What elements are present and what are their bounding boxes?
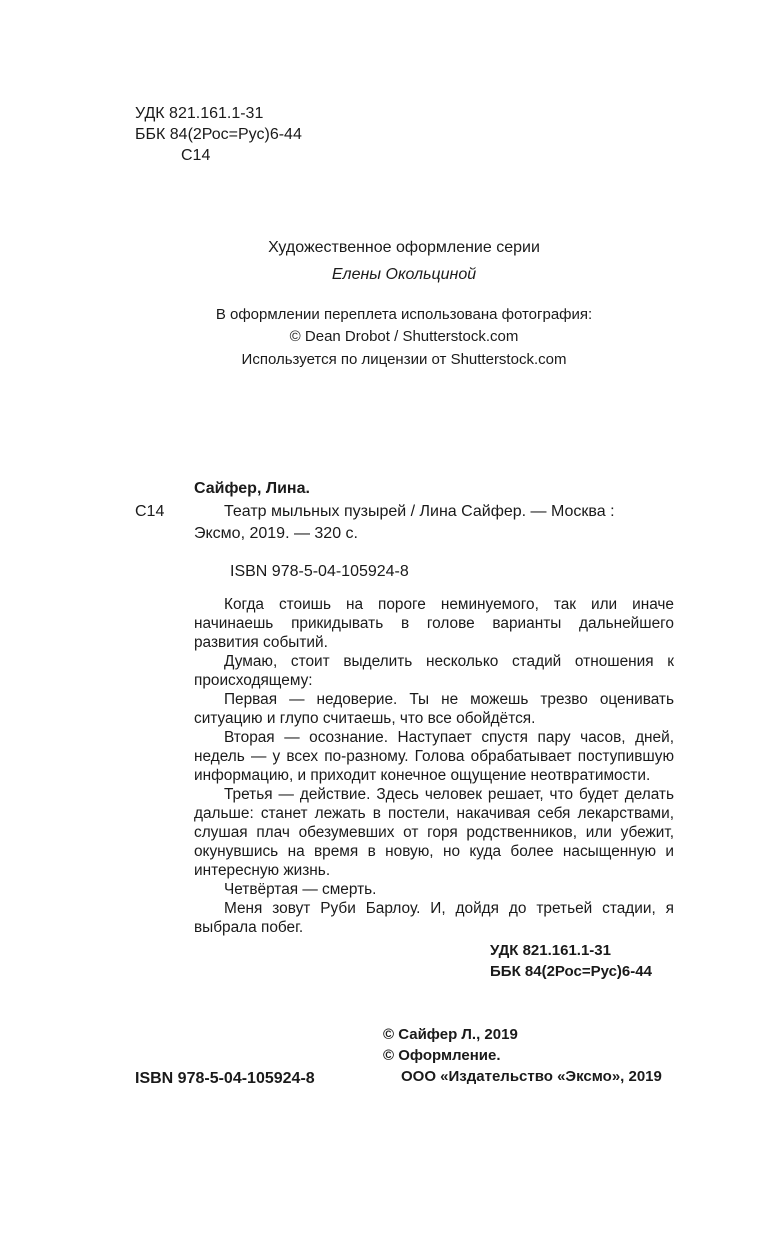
copyright-author: © Сайфер Л., 2019 — [383, 1026, 518, 1043]
catalog-title-line1: Театр мыльных пузырей / Лина Сайфер. — Москва : — [224, 503, 615, 520]
copyright-design: © Оформление. — [383, 1047, 501, 1064]
photo-credit-line3: Используется по лицензии от Shutterstock.com — [241, 351, 567, 368]
bottom-bbk-code: ББК 84(2Рос=Рус)6-44 — [490, 963, 652, 980]
catalog-author: Сайфер, Лина. — [194, 480, 310, 497]
udk-code: УДК 821.161.1-31 — [135, 105, 264, 122]
catalog-title-line2: Эксмо, 2019. — 320 с. — [194, 525, 358, 542]
annotation-paragraph: Думаю, стоит выделить несколько стадий отношения к происходящему: — [194, 653, 674, 689]
author-mark: С14 — [181, 147, 211, 164]
annotation-paragraph: Первая — недоверие. Ты не можешь трезво оценивать ситуацию и глупо считаешь, что все обойдётся. — [194, 691, 674, 727]
catalog-mark: С14 — [135, 503, 165, 520]
photo-credit-line1: В оформлении переплета использована фотография: — [215, 306, 593, 323]
bottom-isbn: ISBN 978-5-04-105924-8 — [135, 1070, 315, 1087]
catalog-isbn: ISBN 978-5-04-105924-8 — [230, 563, 409, 580]
design-credit-line1: Художественное оформление серии — [268, 239, 540, 256]
annotation-paragraph: Когда стоишь на пороге неминуемого, так или иначе начинаешь прикидывать в голове варианты дальнейшего развития событий. — [194, 596, 674, 651]
photo-credit-line2: © Dean Drobot / Shutterstock.com — [289, 328, 519, 345]
annotation-paragraph: Четвёртая — смерть. — [224, 881, 377, 898]
annotation-paragraph: Третья — действие. Здесь человек решает, что будет делать дальше: станет лежать в постели, накачивая себя лекарствами, слушая плач обезумевших от горя родственников, или убежит, окунувшись на время в новую, но куда более насыщенную и интересную жизнь. — [194, 786, 674, 879]
copyright-publisher: ООО «Издательство «Эксмо», 2019 — [401, 1068, 662, 1085]
annotation-paragraph: Вторая — осознание. Наступает спустя пару часов, дней, недель — у всех по-разному. Голова обрабатывает поступившую информацию, и приходит конечное ощущение неотвратимости. — [194, 729, 674, 784]
annotation-paragraph: Меня зовут Руби Барлоу. И, дойдя до третьей стадии, я выбрала побег. — [194, 900, 674, 936]
bbk-code: ББК 84(2Рос=Рус)6-44 — [135, 126, 302, 143]
bottom-udk-code: УДК 821.161.1-31 — [490, 942, 611, 959]
annotation — [194, 595, 674, 937]
design-credit-designer: Елены Окольциной — [331, 266, 477, 283]
